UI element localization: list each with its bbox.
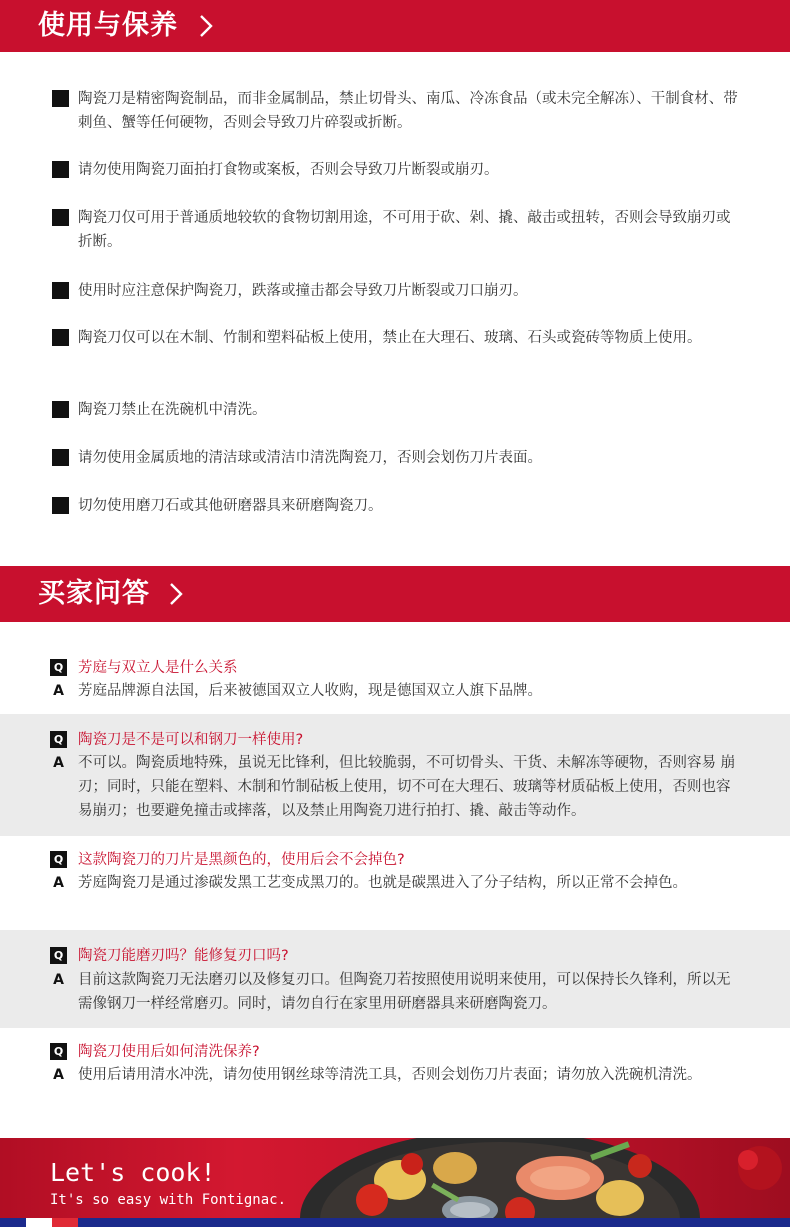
square-bullet-icon <box>52 329 69 346</box>
square-bullet-icon <box>52 449 69 466</box>
question-text: 芳庭与双立人是什么关系 <box>78 660 238 676</box>
square-bullet-icon <box>52 209 69 226</box>
q-badge-icon: Q <box>50 1043 67 1060</box>
question-text: 陶瓷刀使用后如何清洗保养? <box>78 1044 260 1060</box>
care-rule-text: 陶瓷刀禁止在洗碗机中清洗。 <box>78 402 267 418</box>
q-badge-icon: Q <box>50 947 67 964</box>
a-badge-icon: A <box>53 875 64 891</box>
answer-row <box>50 968 744 1016</box>
answer-text: 不可以。陶瓷质地特殊，虽说无比锋利，但比较脆弱，不可切骨头、干货、未解冻等硬物，否则容易 崩刃；同时，只能在塑料、木制和竹制砧板上使用，切不可在大理石、玻璃等材质砧板上使用，否则也容易崩刃；也要避免撞击或摔落，以及禁止用陶瓷刀进行拍打、撬、敲击等动作。 <box>78 755 736 819</box>
answer-row <box>50 751 744 823</box>
question-row <box>50 1040 744 1064</box>
a-badge-icon: A <box>53 1067 64 1083</box>
question-text: 陶瓷刀能磨刃吗？能修复刃口吗? <box>78 948 289 964</box>
qa-section-title: 买家问答 <box>38 578 150 609</box>
care-section-title: 使用与保养 <box>38 10 178 41</box>
answer-text: 芳庭陶瓷刀是通过渗碳发黑工艺变成黑刀的。也就是碳黑进入了分子结构，所以正常不会掉色。 <box>78 875 687 891</box>
square-bullet-icon <box>52 161 69 178</box>
a-badge-icon: A <box>53 972 64 988</box>
flag-red-segment <box>52 1218 78 1227</box>
question-row <box>50 944 744 968</box>
care-rule-3 <box>52 206 742 254</box>
care-section-header <box>0 0 790 52</box>
chevron-right-icon <box>166 580 186 608</box>
qa-item-3 <box>0 836 790 930</box>
care-rule-6 <box>52 398 742 422</box>
square-bullet-icon <box>52 497 69 514</box>
banner-subline: It's so easy with Fontignac. <box>50 1192 287 1208</box>
care-rule-8 <box>52 494 742 518</box>
answer-row <box>50 1063 744 1087</box>
answer-row <box>50 679 744 703</box>
question-row <box>50 848 744 872</box>
care-rule-5 <box>52 326 742 350</box>
chevron-right-icon <box>196 12 216 40</box>
q-badge-icon: Q <box>50 851 67 868</box>
banner-headline: Let's cook! <box>50 1158 216 1187</box>
care-rule-7 <box>52 446 742 470</box>
square-bullet-icon <box>52 282 69 299</box>
qa-item-1 <box>0 654 790 714</box>
qa-item-5 <box>0 1028 790 1136</box>
banner-blue-stripe <box>0 1218 790 1227</box>
promo-banner <box>0 1138 790 1227</box>
care-rule-text: 请勿使用金属质地的清洁球或清洁巾清洗陶瓷刀，否则会划伤刀片表面。 <box>78 450 542 466</box>
qa-section-header <box>0 566 790 622</box>
question-text: 这款陶瓷刀的刀片是黑颜色的，使用后会不会掉色? <box>78 852 405 868</box>
answer-row <box>50 871 744 895</box>
question-row <box>50 656 744 680</box>
answer-text: 芳庭品牌源自法国，后来被德国双立人收购，现是德国双立人旗下品牌。 <box>78 683 542 699</box>
square-bullet-icon <box>52 90 69 107</box>
answer-text: 使用后请用清水冲洗，请勿使用钢丝球等清洗工具，否则会划伤刀片表面；请勿放入洗碗机清洗。 <box>78 1067 702 1083</box>
q-badge-icon: Q <box>50 659 67 676</box>
qa-item-2 <box>0 714 790 836</box>
care-rule-text: 切勿使用磨刀石或其他研磨器具来研磨陶瓷刀。 <box>78 498 383 514</box>
care-rule-4 <box>52 279 742 303</box>
care-rule-text: 请勿使用陶瓷刀面拍打食物或案板，否则会导致刀片断裂或崩刃。 <box>78 162 499 178</box>
flag-white-segment <box>26 1218 52 1227</box>
care-rule-text: 使用时应注意保护陶瓷刀，跌落或撞击都会导致刀片断裂或刀口崩刃。 <box>78 283 528 299</box>
question-text: 陶瓷刀是不是可以和钢刀一样使用? <box>78 732 304 748</box>
qa-item-4 <box>0 930 790 1028</box>
question-row <box>50 728 744 752</box>
answer-text: 目前这款陶瓷刀无法磨刃以及修复刃口。但陶瓷刀若按照使用说明来使用，可以保持长久锋利，所以无需像钢刀一样经常磨刃。同时，请勿自行在家里用研磨器具来研磨陶瓷刀。 <box>78 972 731 1012</box>
a-badge-icon: A <box>53 683 64 699</box>
care-rule-1 <box>52 87 742 135</box>
care-rule-text: 陶瓷刀仅可以在木制、竹制和塑料砧板上使用，禁止在大理石、玻璃、石头或瓷砖等物质上使用。 <box>78 330 702 346</box>
q-badge-icon: Q <box>50 731 67 748</box>
care-rule-text: 陶瓷刀是精密陶瓷制品，而非金属制品，禁止切骨头、南瓜、冷冻食品（或未完全解冻）、干制食材、带刺鱼、蟹等任何硬物，否则会导致刀片碎裂或折断。 <box>78 91 738 131</box>
care-rule-2 <box>52 158 742 182</box>
square-bullet-icon <box>52 401 69 418</box>
care-rule-text: 陶瓷刀仅可用于普通质地较软的食物切割用途，不可用于砍、剁、撬、敲击或扭转，否则会导致崩刃或折断。 <box>78 210 731 250</box>
a-badge-icon: A <box>53 755 64 771</box>
